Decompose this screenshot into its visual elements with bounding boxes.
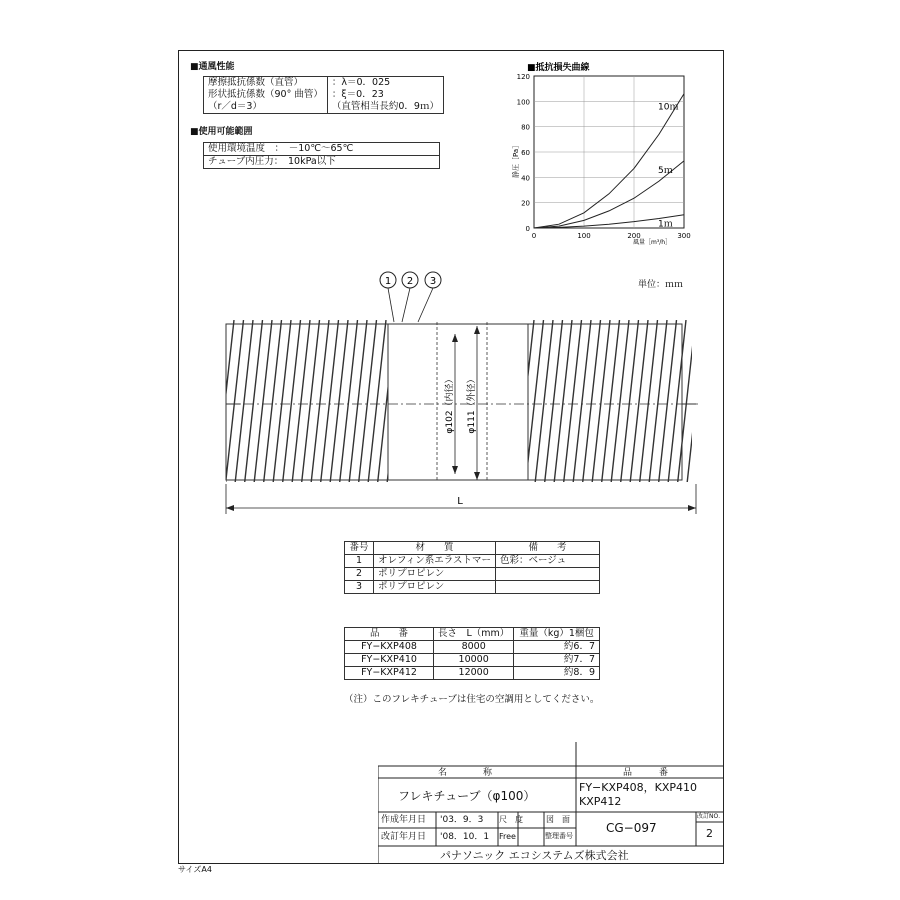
table-row: [345, 654, 600, 667]
usage-row-1: 使用環境温度 ： －10℃～65℃: [204, 143, 440, 156]
length-label: L: [457, 496, 463, 507]
material-remarks: [495, 568, 599, 581]
tube-cutaway: [388, 324, 528, 480]
chart-series-line: [534, 94, 684, 228]
material-name: ポリプロピレン: [374, 568, 496, 581]
material-no: 3: [345, 581, 374, 594]
perf-row-2-label: 形状抵抗係数（90° 曲管）: [204, 89, 328, 101]
part-number-line-1: FY−KXP408，KXP410: [579, 781, 698, 794]
chart-series-label: 1ｍ: [658, 219, 673, 230]
products-table: [344, 627, 600, 680]
chart-y-tick: 80: [521, 123, 530, 132]
perf-row-1-value: ：λ＝0．025: [327, 77, 443, 90]
created-date: '03．9．3: [440, 815, 484, 825]
tube-drawing: [212, 262, 712, 524]
tube-rib: [697, 320, 713, 484]
chart-x-tick: 0: [531, 232, 537, 240]
perf-row-3-value: （直管相当長約0．9ｍ）: [327, 101, 443, 114]
chart-y-tick: 100: [516, 98, 530, 107]
usage-table: [203, 142, 440, 169]
product-part: FY−KXP412: [345, 667, 434, 680]
revised-date: '08．10．1: [440, 832, 490, 842]
usage-row-2: チューブ内圧力： 10kPa以下: [204, 156, 440, 169]
material-name: オレフィン系エラストマー: [374, 555, 496, 568]
material-remarks: 色彩：ベージュ: [495, 555, 599, 568]
product-length: 8000: [434, 641, 514, 654]
perf-row-3-label: （r／d＝3）: [204, 101, 328, 114]
perf-table: [203, 76, 444, 114]
name-header: 名 称: [438, 768, 493, 778]
product-weight: 約8．9: [514, 667, 600, 680]
materials-table: [344, 541, 600, 594]
revision-label: 改訂NO．: [697, 813, 725, 820]
paper-size: サイズA4: [178, 865, 212, 874]
chart-y-tick: 40: [521, 174, 530, 183]
outer-diameter-label: φ111（外径）: [467, 374, 477, 434]
chart-y-tick: 20: [521, 199, 530, 208]
chart-series-label: 10ｍ: [658, 102, 679, 113]
material-no: 1: [345, 555, 374, 568]
product-weight: 約7．7: [514, 654, 600, 667]
usage-note: （注）このフレキチューブは住宅の空調用としてください。: [344, 694, 600, 705]
chart-y-tick: 60: [521, 149, 530, 157]
scale-value: Free: [499, 832, 516, 841]
material-remarks: [495, 581, 599, 594]
table-row: [345, 667, 600, 680]
tube-rib: [687, 320, 705, 484]
revision-number: 2: [706, 827, 713, 840]
chart-xlabel: 風量［m³/h］: [633, 239, 672, 246]
materials-header-remarks: 備 考: [495, 542, 599, 555]
product-length: 10000: [434, 654, 514, 667]
product-name: フレキチューブ（φ100）: [398, 789, 536, 803]
chart-grid: [534, 76, 684, 228]
materials-header-material: 材 質: [374, 542, 496, 555]
table-row: [345, 568, 600, 581]
products-header-length: 長さ L（mm）: [434, 628, 514, 641]
callout-1-label: 1: [384, 276, 392, 287]
table-row: [345, 641, 600, 654]
chart-y-tick: 0: [525, 225, 530, 233]
materials-header-no: 番号: [345, 542, 374, 555]
drawing-number: CG−097: [606, 821, 657, 835]
chart-series-label: 5ｍ: [658, 165, 673, 176]
chart-ylabel: 静圧［Pa］: [512, 141, 520, 178]
ref-label: 整理番号: [545, 832, 573, 840]
created-label: 作成年月日: [381, 815, 427, 825]
unit-label: 単位：ｍｍ: [638, 280, 684, 290]
part-header: 品 番: [623, 768, 669, 778]
chart-y-tick: 120: [516, 73, 530, 81]
chart-ticks: [517, 73, 691, 240]
chart-x-tick: 100: [577, 232, 591, 240]
perf-title: ■通風性能: [190, 62, 235, 72]
chart-lines: [534, 94, 684, 230]
title-block: [378, 742, 724, 864]
product-length: 12000: [434, 667, 514, 680]
chart-title: ■抵抗損失曲線: [527, 63, 590, 73]
products-header-weight: 重量（kg）1梱包: [514, 628, 600, 641]
callout-bubbles: [380, 272, 441, 322]
revised-label: 改訂年月日: [381, 832, 427, 842]
products-header-part: 品 番: [345, 628, 434, 641]
table-row: [345, 555, 600, 568]
perf-row-2-value: ：ξ＝0．23: [327, 89, 443, 101]
resistance-chart: [500, 60, 710, 260]
usage-title: ■使用可能範囲: [190, 127, 253, 137]
table-row: [345, 581, 600, 594]
drawing-label: 図 面: [546, 815, 570, 824]
chart-x-tick: 300: [677, 232, 691, 240]
inner-diameter-label: φ102（内径）: [445, 374, 455, 434]
company-name: パナソニック エコシステムズ株式会社: [440, 849, 629, 862]
product-part: FY−KXP410: [345, 654, 434, 667]
material-no: 2: [345, 568, 374, 581]
product-part: FY−KXP408: [345, 641, 434, 654]
material-name: ポリプロピレン: [374, 581, 496, 594]
callout-2-label: 2: [406, 276, 414, 287]
product-weight: 約6．7: [514, 641, 600, 654]
callout-3-label: 3: [429, 276, 437, 287]
part-number-line-2: KXP412: [579, 795, 622, 808]
scale-label: 尺 度: [499, 815, 523, 824]
chart-x-tick: 200: [627, 232, 641, 240]
perf-row-1-label: 摩擦抵抗係数（直管）: [204, 77, 328, 90]
